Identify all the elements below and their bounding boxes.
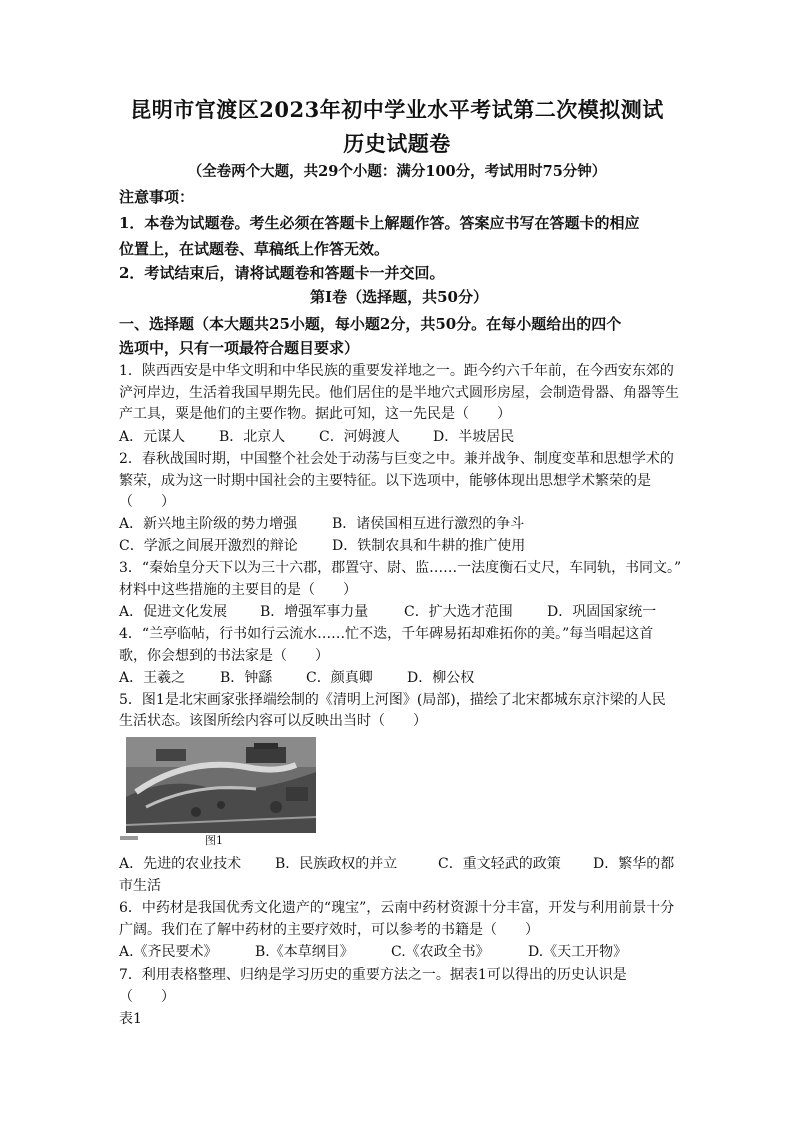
q3-option-d[interactable]: D．巩固国家统一 [547,604,657,620]
q5-text: 5．图1是北宋画家张择端绘制的《清明上河图》(局部)，描绘了北宋都城东京汴梁的人民 [119,692,666,708]
q1-text: 浐河岸边，生活着我国早期先民。他们居住的是半地穴式圆形房屋，会制造骨器、角器等生 [119,385,679,401]
q7-text: （ ） [119,989,175,1005]
q2-option-c[interactable]: C．学派之间展开激烈的辩论 [119,538,298,554]
q4-text: 4．“兰亭临帖，行书如行云流水……忙不迭，千年碑易拓却难拓你的美。”每当唱起这首 [119,626,654,642]
q3-option-b[interactable]: B．增强军事力量 [260,604,369,620]
q3-text: 3．“秦始皇分天下以为三十六郡，郡置守、尉、监……一法度衡石丈尺，车同轨，书同文。” [119,560,682,576]
q5-option-d-cont: 市生活 [119,878,161,894]
q1-option-d[interactable]: D．半坡居民 [433,429,515,445]
q4-options [119,668,679,688]
q3-option-a[interactable]: A．促进文化发展 [119,604,228,620]
q4-option-b[interactable]: B．钟繇 [220,670,273,686]
q6-option-c[interactable]: C.《农政全书》 [391,944,490,960]
section-heading-cont: 选项中，只有一项最符合题目要求） [119,339,360,357]
qingming-painting-image [126,737,316,833]
q4-option-c[interactable]: C．颜真卿 [306,670,373,686]
notes-item-1: 1．本卷为试题卷。考生必须在答题卡上解题作答。答案应书写在答题卡的相应 [119,214,640,232]
q2-text: 繁荣，成为这一时期中国社会的主要特征。以下选项中，能够体现出思想学术繁荣的是 [119,473,651,489]
q2-options-row2 [119,536,679,556]
part1-heading: 第Ⅰ卷（选择题，共50分） [310,288,488,306]
q2-options-row1 [119,514,679,534]
q3-option-c[interactable]: C．扩大选才范围 [404,604,513,620]
q1-text: 产工具，粟是他们的主要作物。据此可知，这一先民是（ ） [119,406,511,422]
painting-illustration [126,737,316,833]
q4-option-a[interactable]: A．王羲之 [119,670,186,686]
q1-options [119,427,679,447]
figure-scan-mark [120,836,138,840]
q2-option-d[interactable]: D．铁制农具和牛耕的推广使用 [332,538,526,554]
figure-caption: 图1 [205,834,223,847]
table-label: 表1 [119,1011,142,1027]
q1-option-c[interactable]: C．河姆渡人 [319,429,400,445]
q4-text: 歌，你会想到的书法家是（ ） [119,648,329,664]
q5-options [119,854,679,874]
q3-options [119,602,679,622]
q4-option-d[interactable]: D．柳公权 [407,670,475,686]
q3-text: 材料中这些措施的主要目的是（ ） [119,582,357,598]
q5-text: 生活状态。该图所绘内容可以反映出当时（ ） [119,713,427,729]
q6-text: 6．中药材是我国优秀文化遗产的“瑰宝”，云南中药材资源十分丰富，开发与利用前景十分 [119,900,675,916]
q7-text: 7．利用表格整理、归纳是学习历史的重要方法之一。据表1可以得出的历史认识是 [119,967,627,983]
q5-option-b[interactable]: B．民族政权的并立 [275,856,398,872]
q2-option-a[interactable]: A．新兴地主阶级的势力增强 [119,516,298,532]
q5-option-a[interactable]: A．先进的农业技术 [119,856,242,872]
q6-option-d[interactable]: D.《天工开物》 [528,944,628,960]
q1-option-a[interactable]: A．元谋人 [119,429,186,445]
exam-title: 昆明市官渡区2023年初中学业水平考试第二次模拟测试 [130,97,664,122]
q6-options [119,942,679,962]
section-heading: 一、选择题（本大题共25小题，每小题2分，共50分。在每小题给出的四个 [119,315,622,333]
q6-text: 广阔。我们在了解中药材的主要疗效时，可以参考的书籍是（ ） [119,922,539,938]
exam-subject-title: 历史试题卷 [343,131,451,156]
q5-option-c[interactable]: C．重文轻武的政策 [438,856,561,872]
q1-option-b[interactable]: B．北京人 [219,429,286,445]
notes-item-2: 2．考试结束后，请将试题卷和答题卡一并交回。 [119,264,445,282]
q2-option-b[interactable]: B．诸侯国相互进行激烈的争斗 [332,516,525,532]
q6-option-b[interactable]: B.《本草纲目》 [255,944,354,960]
exam-info: （全卷两个大题，共29个小题：满分100分，考试用时75分钟） [187,163,607,180]
notes-item-1-cont: 位置上，在试题卷、草稿纸上作答无效。 [119,240,390,258]
q6-option-a[interactable]: A.《齐民要术》 [119,944,218,960]
q5-option-d[interactable]: D．繁华的都 [593,856,675,872]
q2-text: （ ） [119,494,175,510]
q1-text: 1．陕西西安是中华文明和中华民族的重要发祥地之一。距今约六千年前，在今西安东郊的 [119,363,674,379]
q2-text: 2．春秋战国时期，中国整个社会处于动荡与巨变之中。兼并战争、制度变革和思想学术的 [119,451,674,467]
notes-heading: 注意事项： [119,188,195,206]
